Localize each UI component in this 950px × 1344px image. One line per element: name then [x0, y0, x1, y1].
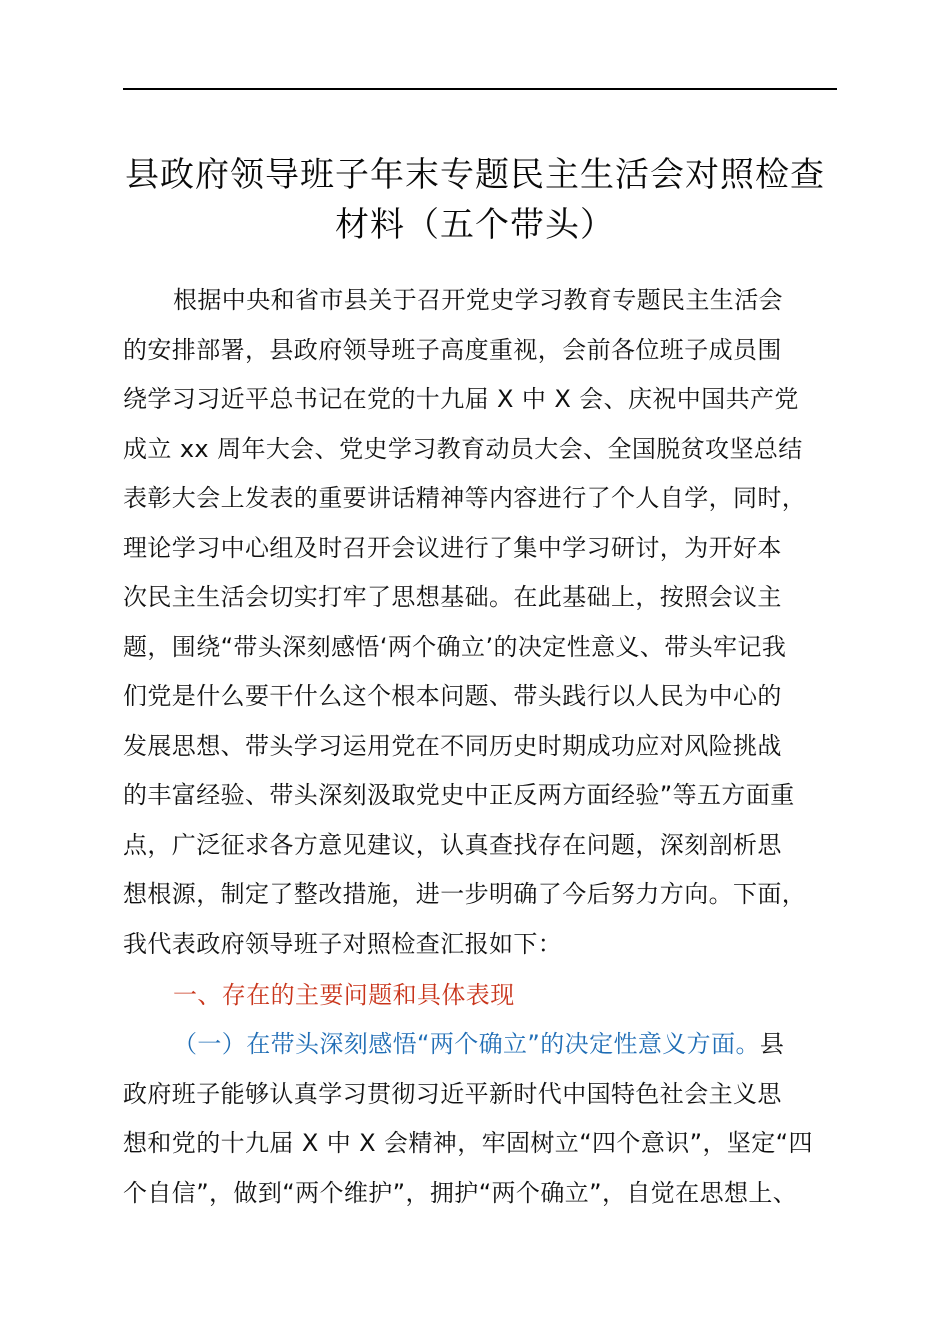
intro-paragraph — [123, 276, 843, 969]
paragraph-line: 政府班子能够认真学习贯彻习近平新时代中国特色社会主义思 — [123, 1079, 782, 1108]
paragraph-line: 次民主生活会切实打牢了思想基础。在此基础上，按照会议主 — [123, 583, 782, 611]
paragraph-line: 我代表政府领导班子对照检查汇报如下： — [123, 929, 563, 958]
paragraph-line: 的丰富经验、带头深刻汲取党史中正反两方面经验”等五方面重 — [123, 781, 795, 809]
document-title-line-2: 材料（五个带头） — [335, 205, 615, 245]
paragraph-line: 发展思想、带头学习运用党在不同历史时期成功应对风险挑战 — [123, 731, 782, 760]
paragraph-line: 想和党的十九届 X 中 X 会精神，牢固树立“四个意识”，坚定“四 — [123, 1129, 813, 1157]
header-rule — [123, 88, 837, 90]
section-heading-text: 一、存在的主要问题和具体表现 — [173, 981, 515, 1009]
paragraph-line: 根据中央和省市县关于召开党史学习教育专题民主生活会 — [173, 286, 783, 314]
paragraph-line: 表彰大会上发表的重要讲话精神等内容进行了个人自学，同时， — [123, 484, 807, 512]
paragraph-line: 绕学习习近平总书记在党的十九届 X 中 X 会、庆祝中国共产党 — [123, 385, 799, 413]
paragraph-line: 点，广泛征求各方意见建议，认真查找存在问题，深刻剖析思 — [123, 830, 782, 859]
paragraph-line: 们党是什么要干什么这个根本问题、带头践行以人民为中心的 — [123, 682, 782, 710]
paragraph-line: 理论学习中心组及时召开会议进行了集中学习研讨，为开好本 — [123, 533, 782, 562]
paragraph-line: 想根源，制定了整改措施，进一步明确了今后努力方向。下面， — [123, 880, 807, 908]
paragraph-line: 成立 xx 周年大会、党史学习教育动员大会、全国脱贫攻坚总结 — [123, 434, 803, 463]
paragraph-line: 个自信”，做到“两个维护”，拥护“两个确立”，自觉在思想上、 — [123, 1178, 798, 1207]
document-title-line-1: 县政府领导班子年末专题民主生活会对照检查 — [125, 155, 825, 195]
subsection-first-line-rest: 县 — [759, 1030, 785, 1058]
paragraph-line: 的安排部署，县政府领导班子高度重视，会前各位班子成员围 — [123, 335, 782, 364]
section-heading — [123, 971, 843, 1021]
subsection-paragraph — [123, 1020, 843, 1218]
paragraph-line: 题，围绕“带头深刻感悟‘两个确立’的决定性意义、带头牢记我 — [123, 632, 787, 661]
subsection-heading: （一）在带头深刻感悟“两个确立”的决定性意义方面。 — [173, 1030, 760, 1058]
subsection-first-line — [123, 1020, 843, 1070]
